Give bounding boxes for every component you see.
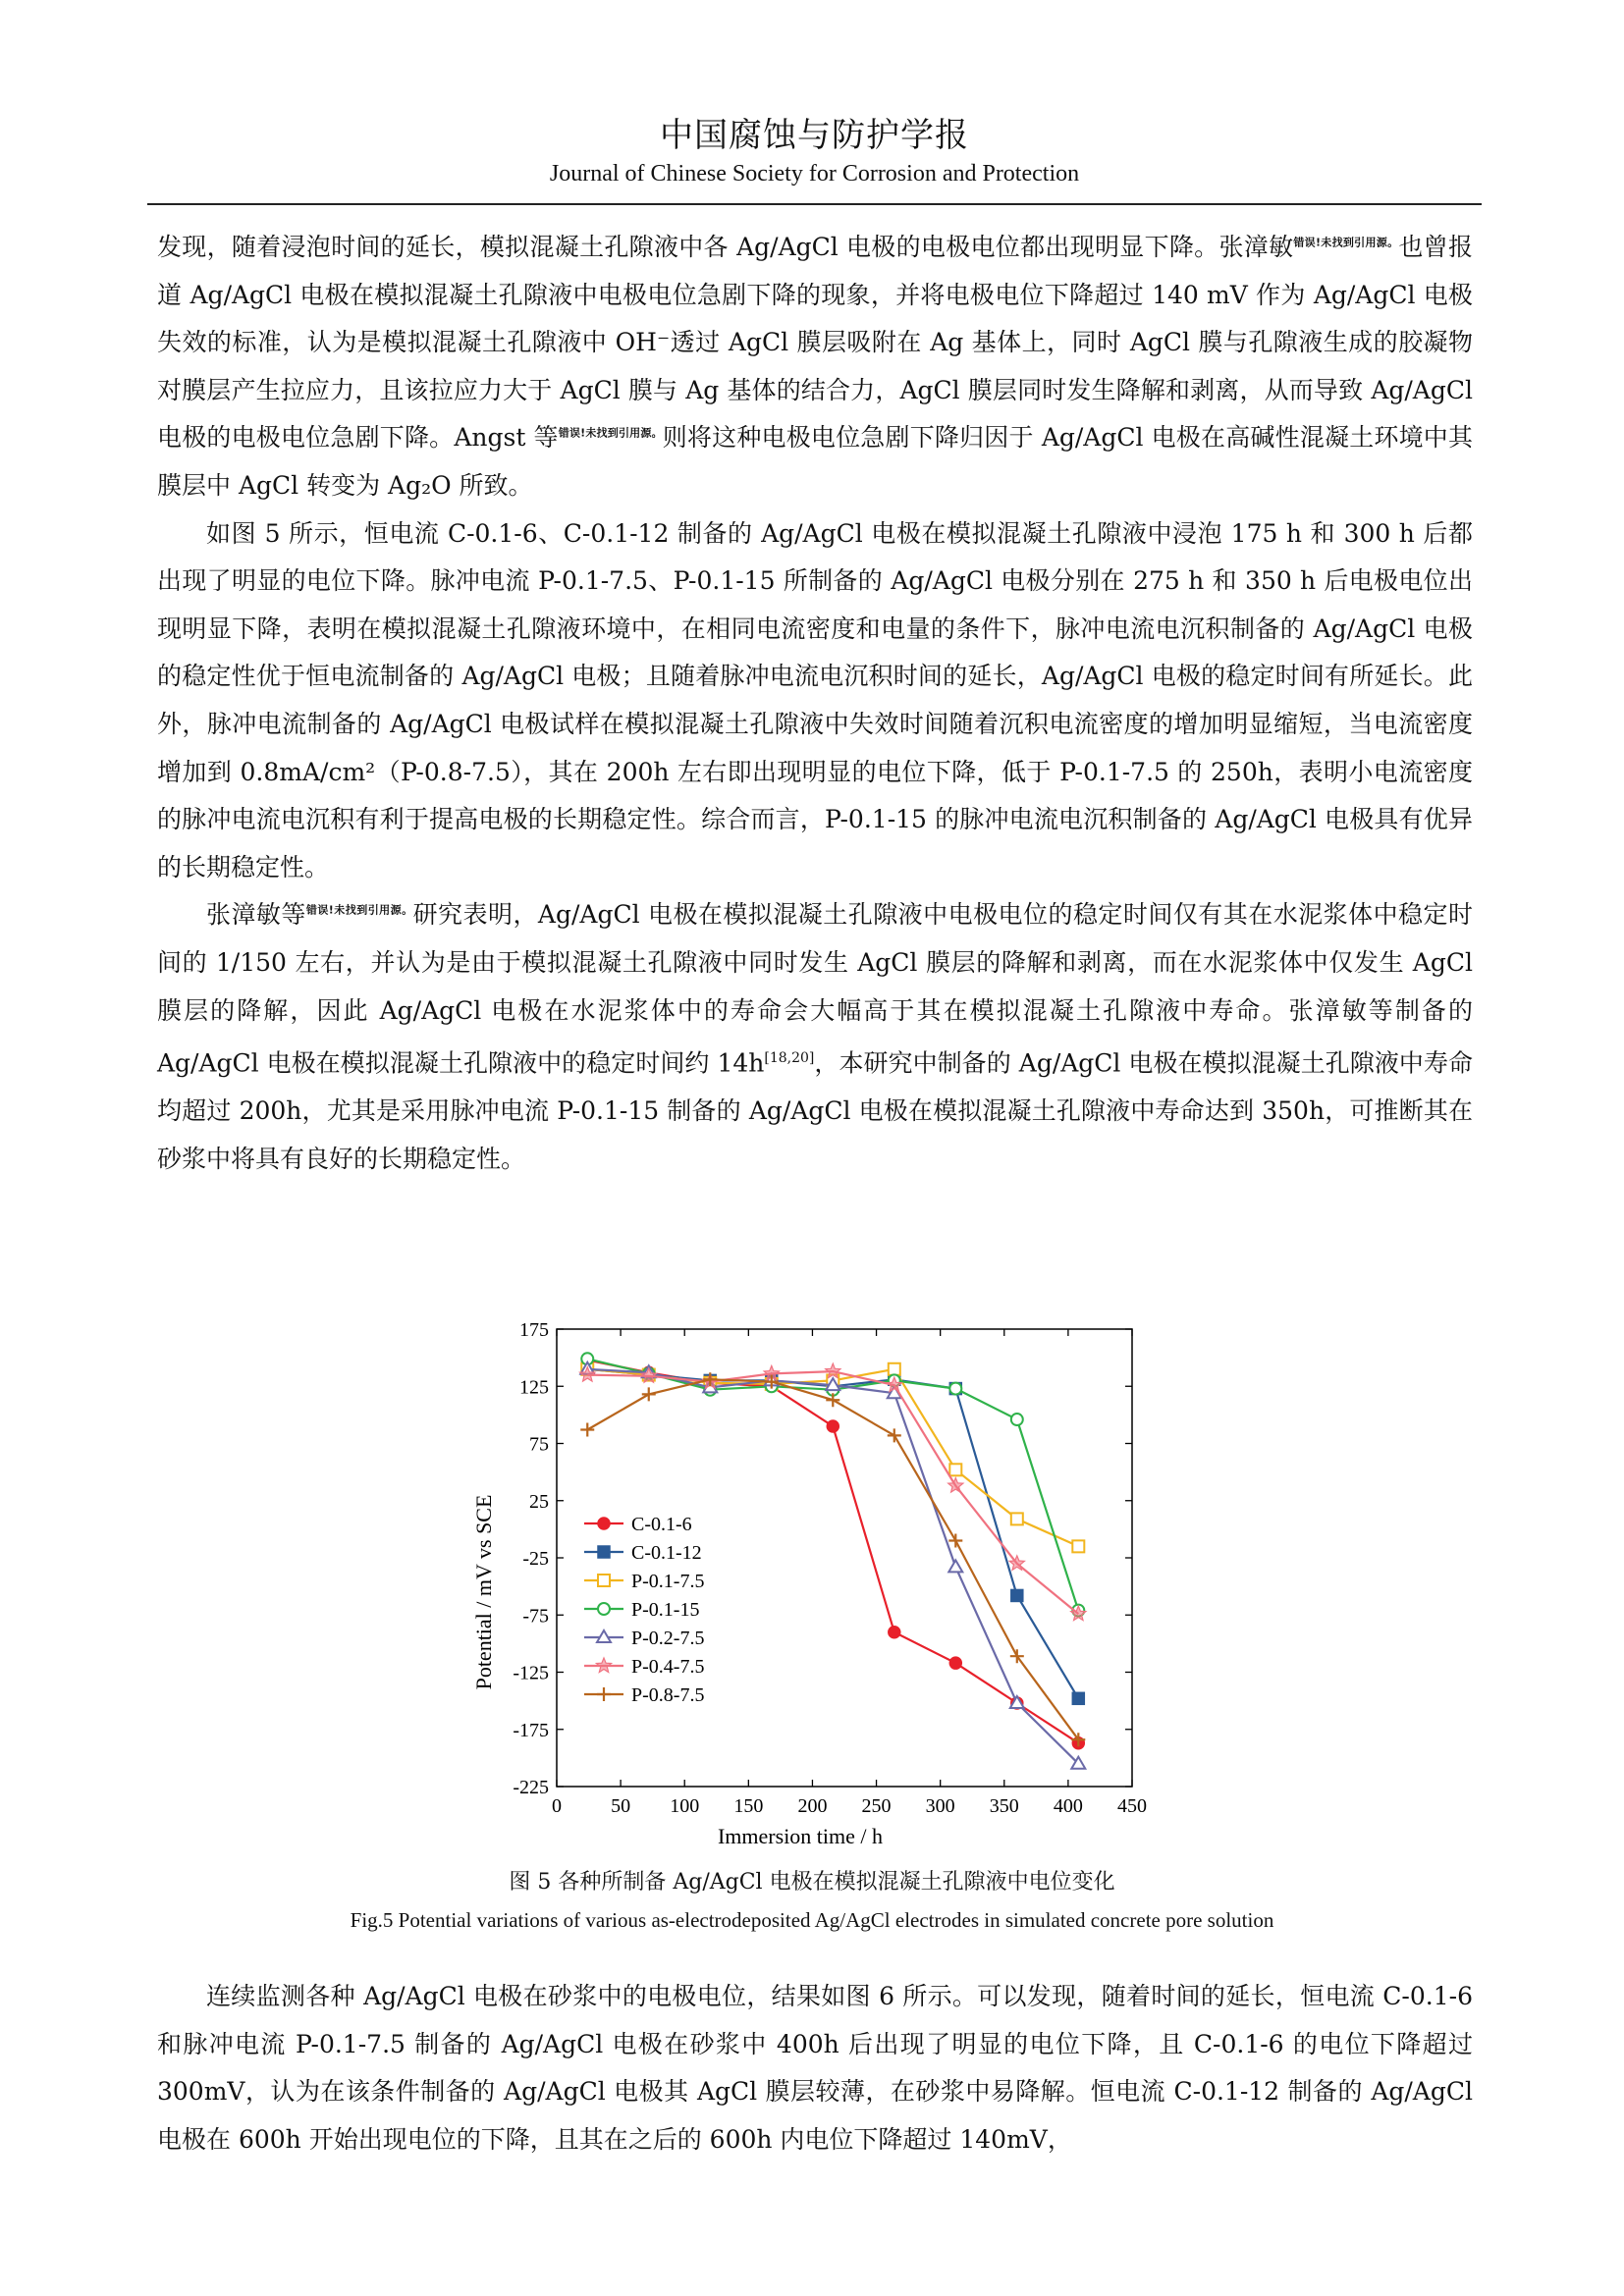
x-tick-label: 450	[1117, 1795, 1147, 1817]
body-text-bottom	[157, 1973, 1473, 2163]
y-tick-label: 175	[519, 1319, 549, 1341]
paragraph-4: 连续监测各种 Ag/AgCl 电极在砂浆中的电极电位，结果如图 6 所示。可以发现，随着时间的延长，恒电流 C-0.1-6 和脉冲电流 P-0.1-7.5 制备的 Ag/AgCl 电极在砂浆中 400h 后出现了明显的电位下降，且 C-0.1-6 的电位下降超过 300mV，认为在该条件制备的 Ag/AgCl 电极其 AgCl 膜层较薄，在砂浆中易降解。恒电流 C-0.1-12 制备的 Ag/AgCl 电极在 600h 开始出现电位的下降，且其在之后的 600h 内电位下降超过 140mV，	[157, 1982, 1473, 2154]
x-tick-label: 350	[989, 1795, 1019, 1817]
ref-error-3: 错误!未找到引用源。	[305, 903, 413, 917]
y-tick-label: -175	[513, 1719, 549, 1741]
legend-item-c-0-1-12	[584, 1542, 702, 1564]
legend-marker-c-0-1-6	[598, 1518, 610, 1529]
data-point-p-0-8-7-5	[888, 1428, 901, 1442]
paragraph-3-part-b: 研究表明，Ag/AgCl 电极在模拟混凝土孔隙液中电极电位的稳定时间仅有其在水泥浆体中稳定时间的 1/150 左右，并认为是由于模拟混凝土孔隙液中同时发生 AgCl 膜层的降解和剥离，而在水泥浆体中仅发生 AgCl 膜层的降解，因此 Ag/AgCl 电极在水泥浆体中的寿命会大幅高于其在模拟混凝土孔隙液中寿命。张漳敏等制备的 Ag/AgCl 电极在模拟混凝土孔隙液中的稳定时间约 14h	[157, 900, 1473, 1078]
figure-5	[452, 1315, 1159, 1865]
legend-label-p-0-2-7-5: P-0.2-7.5	[631, 1628, 705, 1649]
legend-label-p-0-1-15: P-0.1-15	[631, 1599, 700, 1621]
y-tick-label: 75	[529, 1433, 549, 1456]
legend-item-p-0-8-7-5	[584, 1684, 704, 1706]
paragraph-1-part-b: 也曾报道 Ag/AgCl 电极在模拟混凝土孔隙液中电极电位急剧下降的现象，并将电极电位下降超过 140 mV 作为 Ag/AgCl 电极失效的标准，认为是模拟混凝土孔隙液中 OH⁻透过 AgCl 膜层吸附在 Ag 基体上，同时 AgCl 膜与孔隙液生成的胶凝物对膜层产生拉应力，且该拉应力大于 AgCl 膜与 Ag 基体的结合力，AgCl 膜层同时发生降解和剥离，从而导致 Ag/AgCl 电极的电极电位急剧下降。Angst 等	[157, 233, 1473, 453]
x-tick-label: 0	[552, 1795, 562, 1817]
y-tick-label: 125	[519, 1376, 549, 1399]
figure-caption-en: Fig.5 Potential variations of various as-electrodeposited Ag/AgCl electrodes in simulated concrete pore solution	[350, 1908, 1274, 1932]
ref-error-1: 错误!未找到引用源。	[1293, 236, 1399, 249]
journal-header	[147, 114, 1482, 190]
citation-18-20: [18,20]	[764, 1050, 815, 1067]
data-point-p-0-8-7-5	[826, 1393, 839, 1407]
data-point-p-0-1-7-5	[1072, 1540, 1084, 1552]
data-point-c-0-1-6	[949, 1657, 961, 1669]
data-point-p-0-1-7-5	[889, 1363, 900, 1375]
x-tick-label: 200	[797, 1795, 828, 1817]
ref-error-2: 错误!未找到引用源。	[558, 427, 663, 441]
x-tick-label: 150	[733, 1795, 764, 1817]
legend-label-p-0-1-7-5: P-0.1-7.5	[631, 1571, 705, 1592]
x-tick-label: 250	[861, 1795, 892, 1817]
data-point-p-0-2-7-5	[948, 1560, 962, 1572]
data-point-p-0-4-7-5	[948, 1478, 963, 1493]
potential-chart	[452, 1315, 1159, 1865]
x-axis-label: Immersion time / h	[717, 1824, 884, 1848]
data-point-p-0-8-7-5	[948, 1534, 962, 1548]
y-tick-label: 25	[529, 1490, 549, 1513]
legend-label-p-0-4-7-5: P-0.4-7.5	[631, 1656, 705, 1678]
journal-title-en: Journal of Chinese Society for Corrosion and Protection	[549, 161, 1080, 187]
legend-marker-p-0-1-15	[598, 1603, 610, 1615]
legend-marker-p-0-8-7-5	[597, 1687, 611, 1701]
legend-label-c-0-1-12: C-0.1-12	[631, 1542, 702, 1564]
data-point-c-0-1-6	[889, 1627, 900, 1638]
y-tick-label: -125	[513, 1662, 549, 1684]
legend-marker-p-0-1-7-5	[598, 1575, 610, 1586]
x-tick-label: 400	[1053, 1795, 1083, 1817]
paragraph-1	[157, 224, 1473, 510]
header-rule	[147, 203, 1482, 205]
paragraph-3	[157, 891, 1473, 1183]
data-point-p-0-8-7-5	[642, 1387, 656, 1401]
data-point-p-0-1-7-5	[949, 1464, 961, 1475]
paragraph-2: 如图 5 所示，恒电流 C-0.1-6、C-0.1-12 制备的 Ag/AgCl 电极在模拟混凝土孔隙液中浸泡 175 h 和 300 h 后都出现了明显的电位下降。脉冲电流 P-0.1-7.5、P-0.1-15 所制备的 Ag/AgCl 电极分别在 275 h 和 350 h 后电极电位出现明显下降，表明在模拟混凝土孔隙液环境中，在相同电流密度和电量的条件下，脉冲电流电沉积制备的 Ag/AgCl 电极的稳定性优于恒电流制备的 Ag/AgCl 电极；且随着脉冲电流电沉积时间的延长，Ag/AgCl 电极的稳定时间有所延长。此外，脉冲电流制备的 Ag/AgCl 电极试样在模拟混凝土孔隙液中失效时间随着沉积电流密度的增加明显缩短，当电流密度增加到 0.8mA/cm²（P-0.8-7.5），其在 200h 左右即出现明显的电位下降，低于 P-0.1-7.5 的 250h，表明小电流密度的脉冲电流电沉积有利于提高电极的长期稳定性。综合而言，P-0.1-15 的脉冲电流电沉积制备的 Ag/AgCl 电极具有优异的长期稳定性。	[157, 518, 1473, 881]
y-tick-label: -25	[522, 1548, 549, 1570]
data-point-p-0-1-15	[949, 1383, 961, 1395]
paragraph-1-part-c: 则将这种电极电位急剧下降归因于 Ag/AgCl 电极在高碱性混凝土环境中其膜层中 AgCl 转变为 Ag₂O 所致。	[157, 423, 1473, 500]
data-point-c-0-1-6	[827, 1420, 839, 1432]
journal-title-cn: 中国腐蚀与防护学报	[660, 116, 969, 155]
data-point-c-0-1-12	[1011, 1589, 1023, 1601]
paragraph-3-part-c: ，本研究中制备的 Ag/AgCl 电极在模拟混凝土孔隙液中寿命均超过 200h，尤其是采用脉冲电流 P-0.1-15 制备的 Ag/AgCl 电极在模拟混凝土孔隙液中寿命达到 350h，可推断其在砂浆中将具有良好的长期稳定性。	[157, 1048, 1473, 1173]
legend-item-p-0-1-15	[584, 1599, 699, 1621]
legend-item-c-0-1-6	[584, 1514, 692, 1535]
y-axis-label: Potential / mV vs SCE	[471, 1494, 496, 1690]
y-tick-label: -225	[513, 1777, 549, 1798]
legend-label-c-0-1-6: C-0.1-6	[631, 1514, 692, 1535]
data-point-p-0-1-15	[1011, 1414, 1023, 1425]
x-tick-label: 100	[670, 1795, 700, 1817]
data-point-p-0-8-7-5	[580, 1423, 594, 1437]
data-point-p-0-1-7-5	[1011, 1513, 1023, 1524]
legend-marker-c-0-1-12	[598, 1546, 610, 1558]
paragraph-1-part-a: 发现，随着浸泡时间的延长，模拟混凝土孔隙液中各 Ag/AgCl 电极的电极电位都出现明显下降。张漳敏	[157, 233, 1294, 261]
legend-item-p-0-2-7-5	[584, 1628, 704, 1649]
x-tick-label: 50	[611, 1795, 631, 1817]
data-point-c-0-1-12	[1072, 1692, 1084, 1704]
legend-label-p-0-8-7-5: P-0.8-7.5	[631, 1684, 705, 1706]
legend-item-p-0-4-7-5	[584, 1656, 704, 1678]
paragraph-3-part-a: 张漳敏等	[206, 900, 306, 930]
x-tick-label: 300	[925, 1795, 955, 1817]
body-text-top	[157, 224, 1473, 1183]
legend-marker-p-0-4-7-5	[596, 1658, 611, 1673]
y-tick-label: -75	[522, 1605, 549, 1628]
figure-caption-cn: 图 5 各种所制备 Ag/AgCl 电极在模拟混凝土孔隙液中电位变化	[509, 1870, 1115, 1895]
legend-item-p-0-1-7-5	[584, 1571, 704, 1592]
